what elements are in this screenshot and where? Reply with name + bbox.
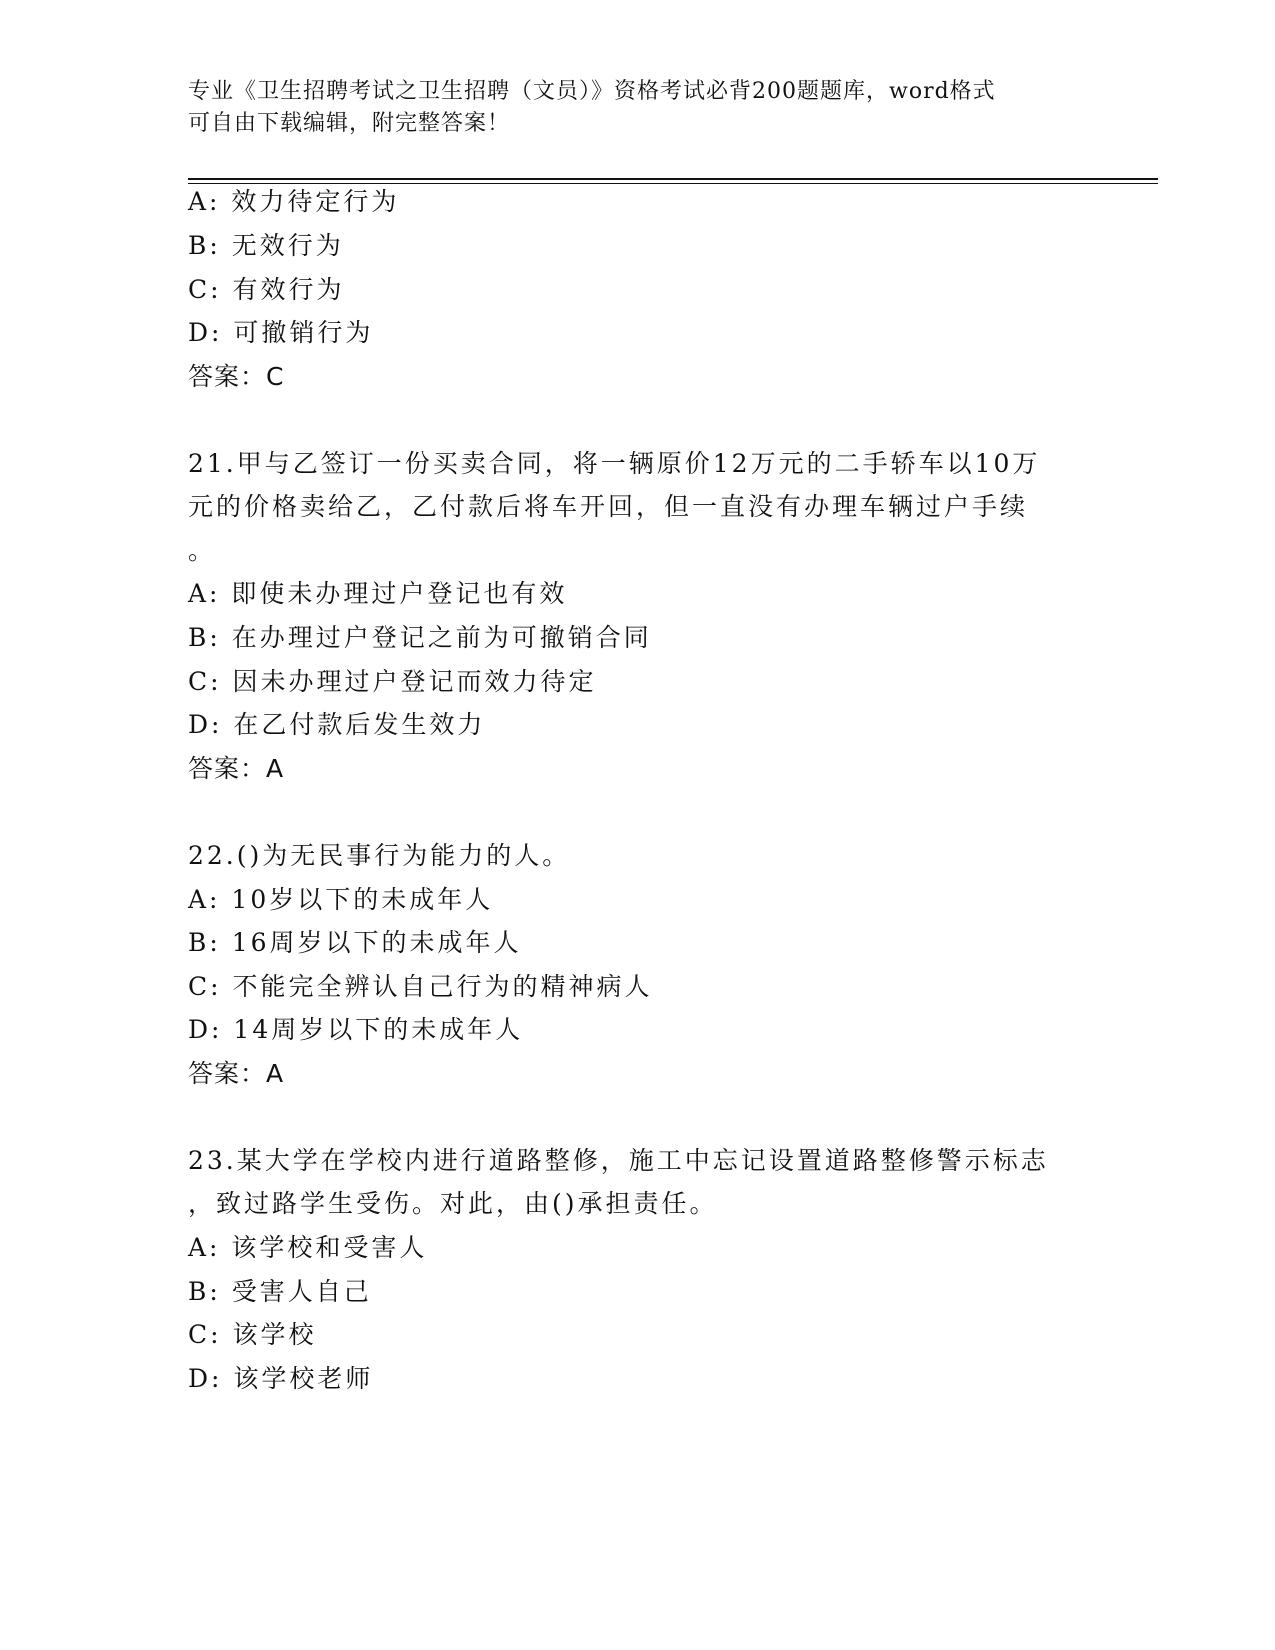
q23-stem-line-1: 23.某大学在学校内进行道路整修，施工中忘记设置道路整修警示标志 [188,1146,1049,1175]
q21-stem-line-1: 21.甲与乙签订一份买卖合同，将一辆原价12万元的二手轿车以10万 [188,449,1041,478]
q20-option-c: C: 有效行为 [188,275,345,304]
q21-option-c: C: 因未办理过户登记而效力待定 [188,667,597,696]
q21-option-a: A: 即使未办理过户登记也有效 [188,579,568,608]
header-divider-thick [188,178,1158,180]
q20-option-d: D: 可撤销行为 [188,318,374,347]
q22-option-c: C: 不能完全辨认自己行为的精神病人 [188,972,653,1001]
document-header [188,76,1068,140]
q21-option-d: D: 在乙付款后发生效力 [188,710,486,739]
q22-answer: 答案：A [188,1059,285,1088]
q23-option-a: A: 该学校和受害人 [188,1233,428,1262]
q22-option-d: D: 14周岁以下的未成年人 [188,1015,524,1044]
q21-option-b: B: 在办理过户登记之前为可撤销合同 [188,623,652,652]
header-title-line-1: 专业《卫生招聘考试之卫生招聘（文员）》资格考试必背200题题库，word格式 [188,79,996,104]
q23-option-c: C: 该学校 [188,1320,317,1349]
q21-stem-line-3: 。 [188,536,217,565]
header-divider-thin [188,183,1158,184]
q23-stem-line-2: ，致过路学生受伤。对此，由()承担责任。 [188,1189,718,1218]
q20-option-b: B: 无效行为 [188,231,344,260]
q23-option-b: B: 受害人自己 [188,1277,372,1306]
q21-answer: 答案：A [188,754,285,783]
q22-stem-line-1: 22.()为无民事行为能力的人。 [188,841,571,870]
q20-answer: 答案：C [188,362,285,391]
q20-option-a: A: 效力待定行为 [188,187,400,216]
q21-stem-line-2: 元的价格卖给乙，乙付款后将车开回，但一直没有办理车辆过户手续 [188,492,1029,521]
q22-option-a: A: 10岁以下的未成年人 [188,885,494,914]
q23-option-d: D: 该学校老师 [188,1364,374,1393]
header-title-line-2: 可自由下载编辑，附完整答案！ [188,111,511,136]
q22-option-b: B: 16周岁以下的未成年人 [188,928,522,957]
